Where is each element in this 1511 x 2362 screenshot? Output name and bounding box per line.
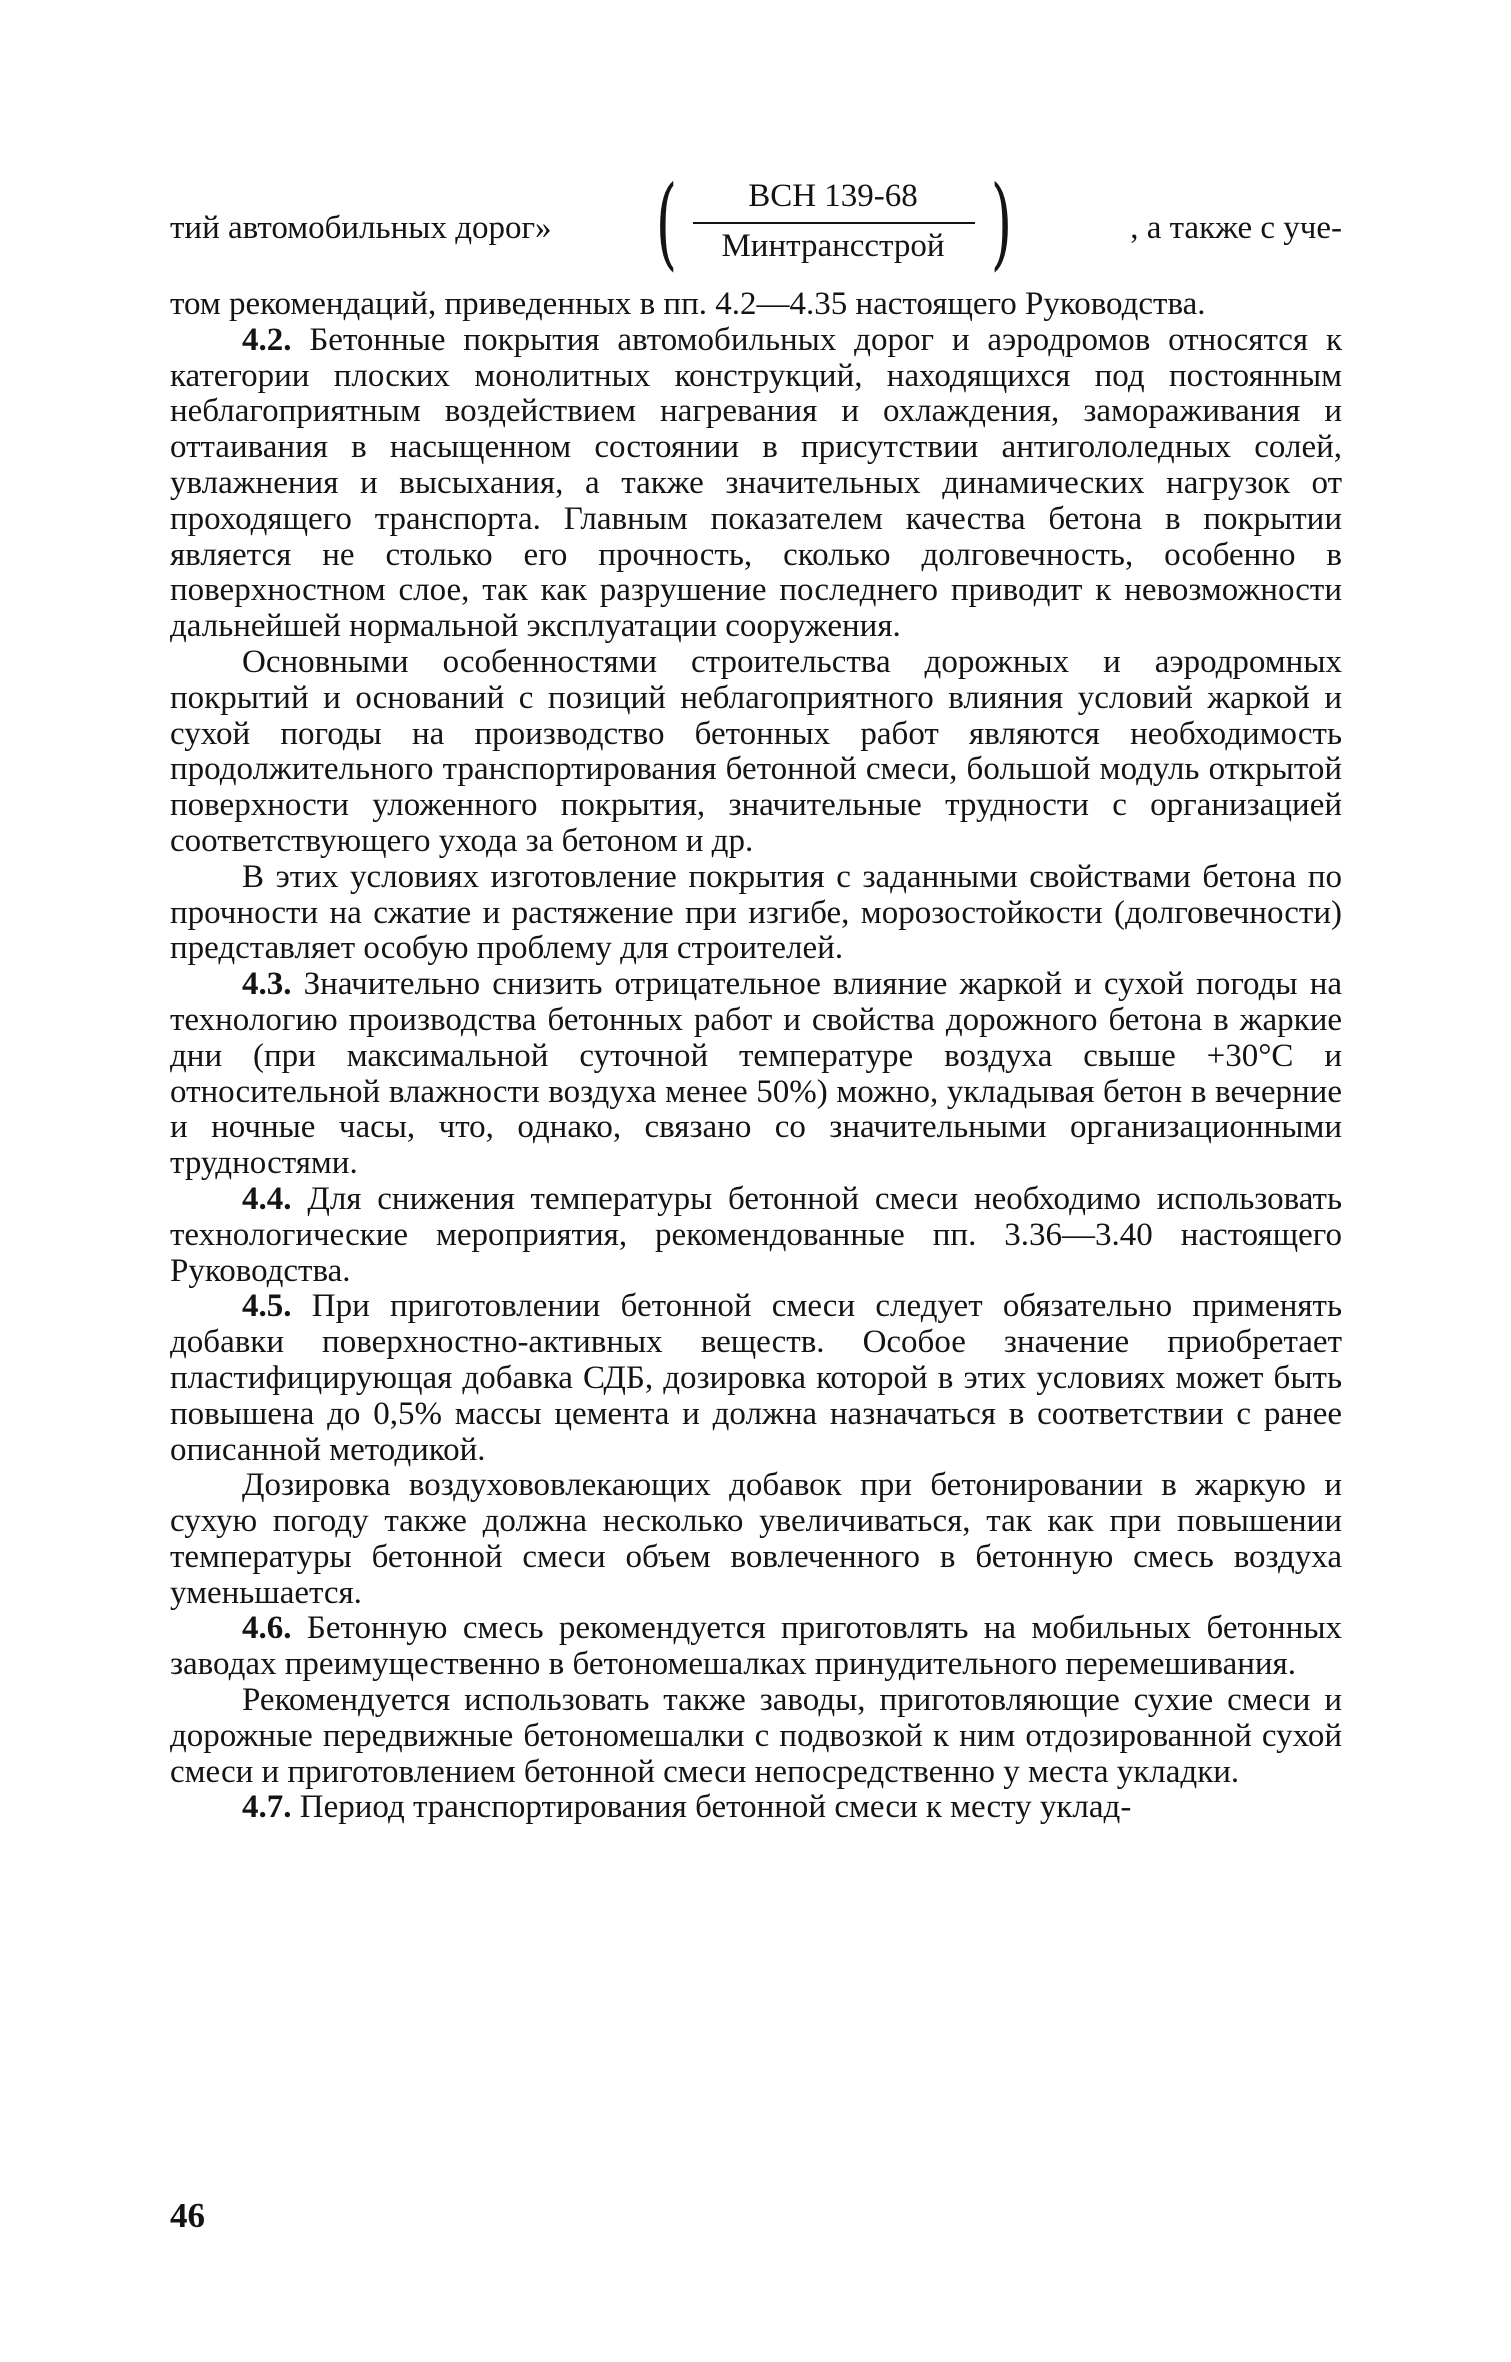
paragraph-4-7: 4.7. Период транспортирования бетонной смеси к месту уклад- <box>242 1789 1132 1826</box>
section-number: 4.4. <box>242 1180 292 1217</box>
paragraph-4-5: 4.5. При приготовлении бетонной смеси следует обязательно применять добавки поверхностно-активных веществ. Особое значение приобретает пластифицирующая добавка СДБ, дозировка которой в этих условиях может быть повышена до 0,5% массы цемента и должна назначаться в соответствии с ранее описанной методикой. <box>170 1288 1343 1468</box>
fraction-bar <box>693 222 975 224</box>
section-number: 4.2. <box>242 321 292 358</box>
section-number: 4.3. <box>242 966 292 1003</box>
paragraph-4-3: 4.3. Значительно снизить отрицательное влияние жаркой и сухой погоды на технологию производства бетонных работ и свойства дорожного бетона в жаркие дни (при максимальной суточной температуре воздуха свыше +30°С и относительной влажности воздуха менее 50%) можно, укладывая бетон в вечерние и ночные часы, что, однако, связано со значительными организационными трудностями. <box>170 966 1343 1182</box>
fraction-numerator: ВСН 139-68 <box>748 178 918 214</box>
fraction-denominator: Минтрансстрой <box>721 228 945 264</box>
body-text <box>170 287 1342 1826</box>
header-line <box>170 164 1342 282</box>
paragraph: Основными особенностями строительства дорожных и аэродромных покрытий и оснований с позиций неблагоприятного влияния условий жаркой и сухой погоды на производство бетонных работ являются необходимость продолжительного транспортирования бетонной смеси, большой модуль открытой поверхности уложенного покрытия, значительные трудности с организацией соответствующего ухода за бетоном и др. <box>170 643 1342 859</box>
paragraph-4-2: 4.2. Бетонные покрытия автомобильных дорог и аэродромов относятся к категории плоских монолитных конструкций, находящихся под постоянным неблагоприятным воздействием нагревания и охлаждения, замораживания и оттаивания в насыщенном состоянии в присутствии антигололедных солей, увлажнения и высыхания, а также значительных динамических нагрузок от проходящего транспорта. Главным показателем качества бетона в покрытии является не столько его прочность, сколько долговечность, особенно в поверхностном слое, так как разрушение последнего приводит к невозможности дальнейшей нормальной эксплуатации сооружения. <box>170 321 1342 645</box>
paragraph: Дозировка воздухововлекающих добавок при бетонировании в жаркую и сухую погоду также должна несколько увеличиваться, так как при повышении температуры бетонной смеси объем вовлеченного в бетонную смесь воздуха уменьшается. <box>170 1467 1342 1611</box>
right-parenthesis: ) <box>990 164 1013 281</box>
standard-reference-fraction <box>653 164 1025 282</box>
left-parenthesis: ( <box>655 164 678 281</box>
section-number: 4.6. <box>242 1610 292 1647</box>
paragraph: том рекомендаций, приведенных в пп. 4.2—4.35 настоящего Руководства. <box>170 286 1206 322</box>
header-tail-text: , а также с уче- <box>1130 210 1342 246</box>
paragraph-4-6: 4.6. Бетонную смесь рекомендуется приготовлять на мобильных бетонных заводах преимущественно в бетономешалках принудительного перемешивания. <box>170 1610 1342 1683</box>
paragraph-4-4: 4.4. Для снижения температуры бетонной смеси необходимо использовать технологические мероприятия, рекомендованные пп. 3.36—3.40 настоящего Руководства. <box>170 1180 1343 1289</box>
paragraph: В этих условиях изготовление покрытия с заданными свойствами бетона по прочности на сжатие и растяжение при изгибе, морозостойкости (долговечности) представляет особую проблему для строителей. <box>170 858 1342 967</box>
section-number: 4.7. <box>242 1789 292 1826</box>
page-number: 46 <box>170 2196 205 2235</box>
paragraph: Рекомендуется использовать также заводы, приготовляющие сухие смеси и дорожные передвижные бетономешалки с подвозкой к ним отдозированной сухой смеси и приготовлением бетонной смеси непосредственно у места укладки. <box>170 1682 1342 1790</box>
section-number: 4.5. <box>242 1288 292 1325</box>
header-lead-text: тий автомобильных дорог» <box>170 210 552 246</box>
